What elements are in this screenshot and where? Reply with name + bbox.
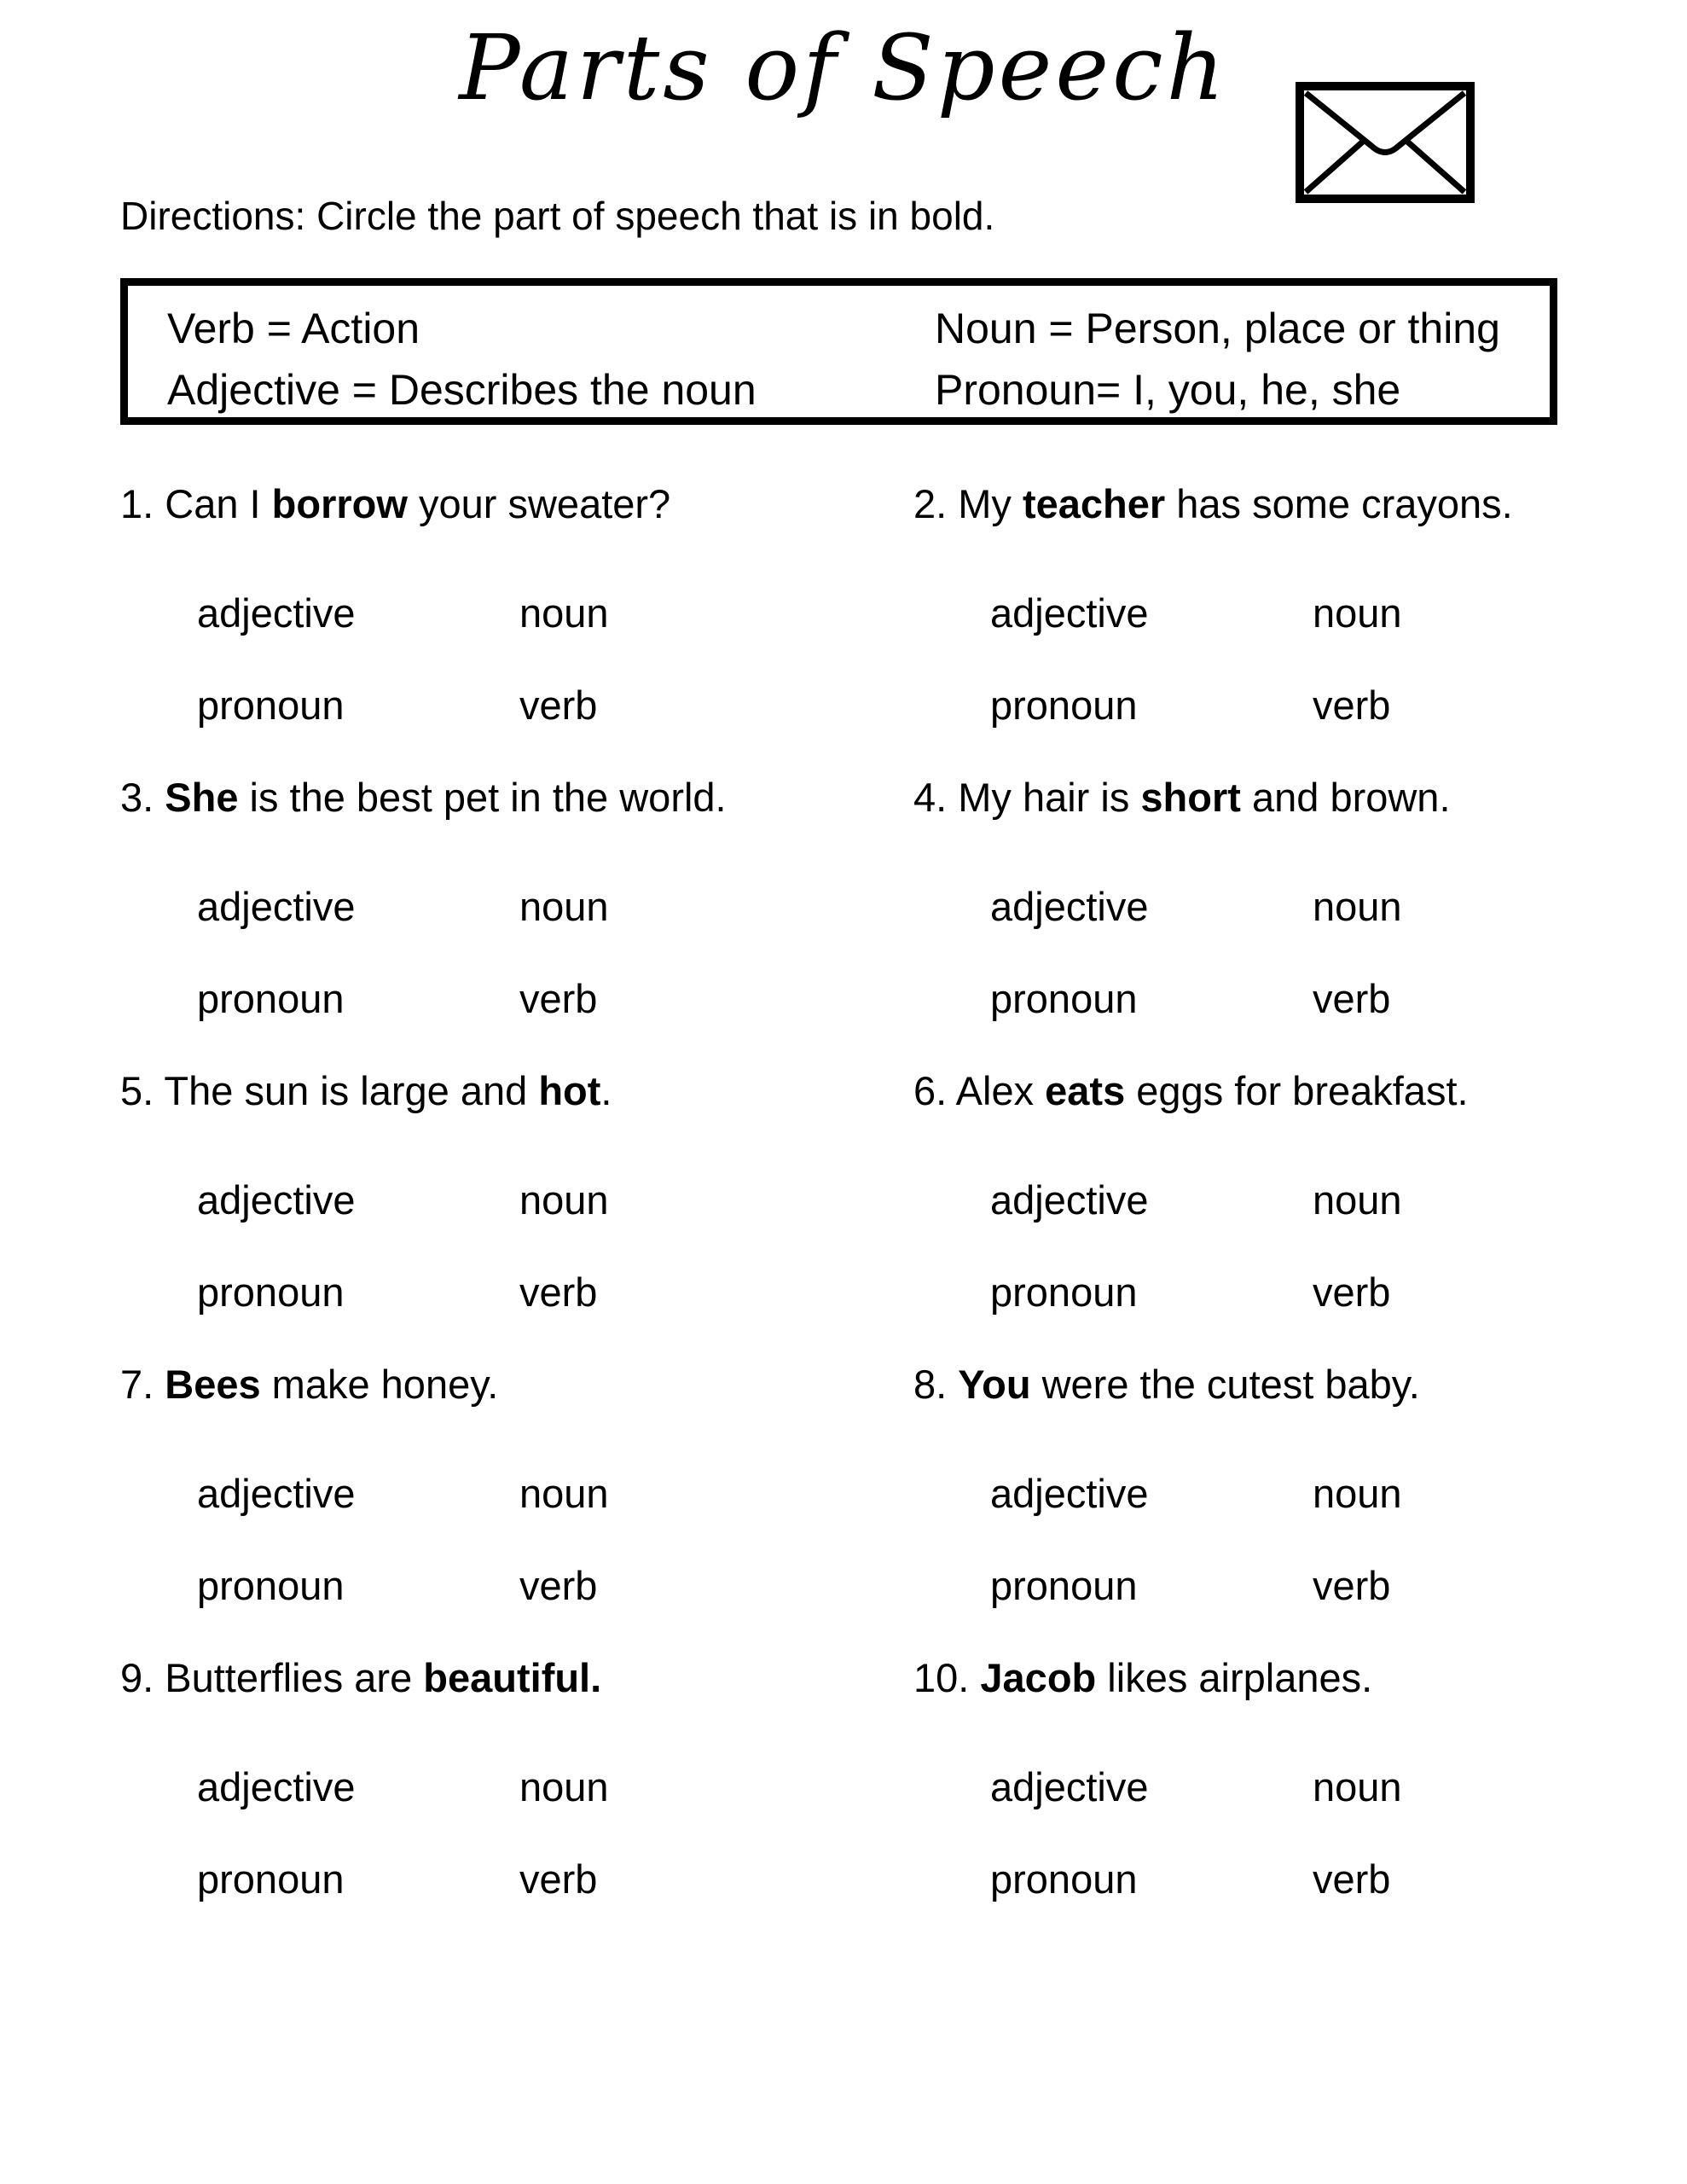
question-sentence: 8. You were the cutest baby. xyxy=(913,1362,1420,1407)
question-item xyxy=(120,774,913,1023)
option-verb[interactable]: verb xyxy=(519,976,598,1021)
option-adjective[interactable]: adjective xyxy=(990,884,1149,929)
option-verb[interactable]: verb xyxy=(519,1563,598,1608)
definitions-box xyxy=(120,278,1557,425)
bold-word: short xyxy=(1140,775,1241,820)
bold-word: teacher xyxy=(1022,481,1166,526)
option-noun[interactable]: noun xyxy=(1313,1177,1402,1223)
question-sentence: 3. She is the best pet in the world. xyxy=(120,775,727,820)
option-verb[interactable]: verb xyxy=(1313,1563,1391,1608)
option-adjective[interactable]: adjective xyxy=(990,1764,1149,1809)
option-adjective[interactable]: adjective xyxy=(990,1471,1149,1516)
option-pronoun[interactable]: pronoun xyxy=(197,1563,345,1608)
page-title: Parts of Speech xyxy=(459,15,1228,120)
bold-word: borrow xyxy=(271,481,408,526)
answer-options xyxy=(990,883,1621,1023)
option-noun[interactable]: noun xyxy=(1313,1764,1402,1809)
definitions-left-column xyxy=(167,298,935,421)
answer-options xyxy=(197,1763,913,1903)
answer-options xyxy=(990,1176,1621,1316)
option-verb[interactable]: verb xyxy=(519,1269,598,1315)
option-adjective[interactable]: adjective xyxy=(197,884,356,929)
question-sentence: 2. My teacher has some crayons. xyxy=(913,481,1513,526)
bold-word: eats xyxy=(1045,1068,1126,1113)
answer-options xyxy=(990,590,1621,729)
question-item xyxy=(913,1361,1621,1610)
bold-word: Bees xyxy=(165,1362,261,1407)
option-pronoun[interactable]: pronoun xyxy=(990,682,1138,728)
question-item xyxy=(913,1654,1621,1903)
question-sentence: 6. Alex eats eggs for breakfast. xyxy=(913,1068,1469,1113)
option-verb[interactable]: verb xyxy=(1313,682,1391,728)
questions-grid xyxy=(120,480,1621,1948)
envelope-icon xyxy=(1296,82,1475,203)
answer-options xyxy=(197,1470,913,1610)
option-pronoun[interactable]: pronoun xyxy=(990,1856,1138,1902)
option-noun[interactable]: noun xyxy=(1313,884,1402,929)
bold-word: Jacob xyxy=(980,1655,1097,1700)
option-adjective[interactable]: adjective xyxy=(990,1177,1149,1223)
bold-word: beautiful. xyxy=(423,1655,602,1700)
option-verb[interactable]: verb xyxy=(1313,976,1391,1021)
option-pronoun[interactable]: pronoun xyxy=(197,976,345,1021)
option-verb[interactable]: verb xyxy=(519,682,598,728)
option-pronoun[interactable]: pronoun xyxy=(990,976,1138,1021)
answer-options xyxy=(990,1470,1621,1610)
option-pronoun[interactable]: pronoun xyxy=(197,682,345,728)
answer-options xyxy=(197,590,913,729)
answer-options xyxy=(197,1176,913,1316)
option-noun[interactable]: noun xyxy=(1313,590,1402,636)
option-noun[interactable]: noun xyxy=(519,590,609,636)
bold-word: She xyxy=(165,775,239,820)
option-pronoun[interactable]: pronoun xyxy=(197,1269,345,1315)
option-adjective[interactable]: adjective xyxy=(990,590,1149,636)
option-verb[interactable]: verb xyxy=(1313,1856,1391,1902)
definition-noun: Noun = Person, place or thing xyxy=(935,305,1500,352)
question-item xyxy=(913,774,1621,1023)
question-item xyxy=(120,1654,913,1903)
definitions-right-column xyxy=(935,298,1550,421)
option-noun[interactable]: noun xyxy=(519,1177,609,1223)
question-sentence: 7. Bees make honey. xyxy=(120,1362,499,1407)
question-item xyxy=(120,480,913,729)
option-pronoun[interactable]: pronoun xyxy=(197,1856,345,1902)
directions-text: Directions: Circle the part of speech that is in bold. xyxy=(120,194,995,238)
option-noun[interactable]: noun xyxy=(519,884,609,929)
option-pronoun[interactable]: pronoun xyxy=(990,1269,1138,1315)
option-pronoun[interactable]: pronoun xyxy=(990,1563,1138,1608)
definition-verb: Verb = Action xyxy=(167,305,420,352)
option-noun[interactable]: noun xyxy=(519,1471,609,1516)
option-noun[interactable]: noun xyxy=(1313,1471,1402,1516)
question-item xyxy=(120,1067,913,1316)
answer-options xyxy=(197,883,913,1023)
option-adjective[interactable]: adjective xyxy=(197,1764,356,1809)
option-verb[interactable]: verb xyxy=(519,1856,598,1902)
option-noun[interactable]: noun xyxy=(519,1764,609,1809)
option-adjective[interactable]: adjective xyxy=(197,1471,356,1516)
question-item xyxy=(120,1361,913,1610)
bold-word: You xyxy=(958,1362,1031,1407)
question-sentence: 10. Jacob likes airplanes. xyxy=(913,1655,1373,1700)
question-item xyxy=(913,1067,1621,1316)
question-sentence: 1. Can I borrow your sweater? xyxy=(120,481,671,526)
bold-word: hot xyxy=(538,1068,601,1113)
option-verb[interactable]: verb xyxy=(1313,1269,1391,1315)
option-adjective[interactable]: adjective xyxy=(197,590,356,636)
question-sentence: 5. The sun is large and hot. xyxy=(120,1068,612,1113)
definition-adjective: Adjective = Describes the noun xyxy=(167,366,757,414)
definition-pronoun: Pronoun= I, you, he, she xyxy=(935,366,1401,414)
question-item xyxy=(913,480,1621,729)
question-sentence: 4. My hair is short and brown. xyxy=(913,775,1451,820)
question-sentence: 9. Butterflies are beautiful. xyxy=(120,1655,602,1700)
answer-options xyxy=(990,1763,1621,1903)
option-adjective[interactable]: adjective xyxy=(197,1177,356,1223)
